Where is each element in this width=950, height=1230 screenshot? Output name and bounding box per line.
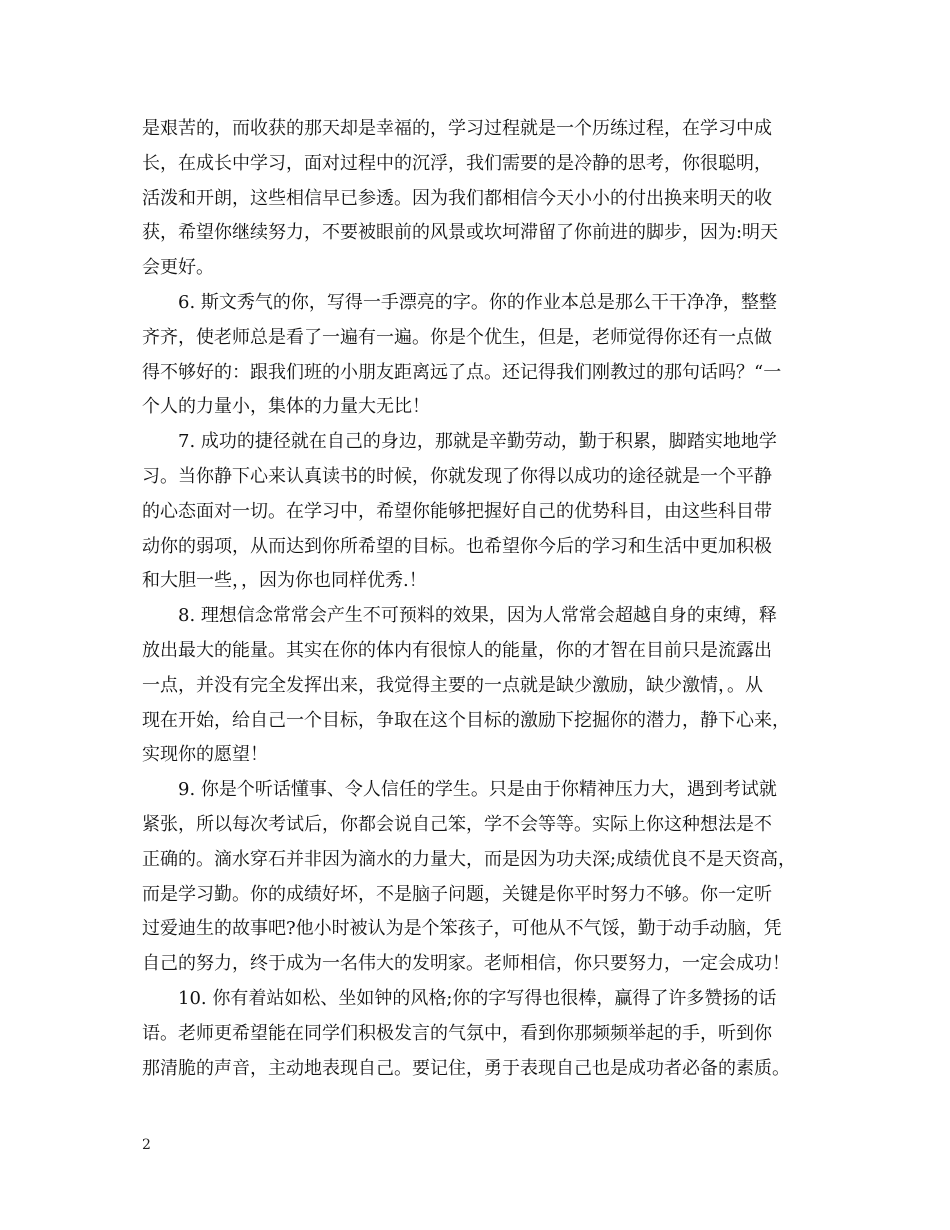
page-number: 2 (142, 1137, 151, 1153)
text-line: 7. 成功的捷径就在自己的身边，那就是辛勤劳动，勤于积累，脚踏实地地学 (178, 431, 777, 453)
text-line: 长，在成长中学习，面对过程中的沉浮，我们需要的是冷静的思考，你很聪明， (142, 152, 772, 174)
text-line: 是艰苦的，而收获的那天却是幸福的，学习过程就是一个历练过程，在学习中成 (142, 118, 772, 139)
text-line: 个人的力量小，集体的力量大无比！ (142, 396, 430, 418)
text-line: 6. 斯文秀气的你，写得一手漂亮的字。你的作业本总是那么干干净净，整整 (178, 291, 777, 313)
text-line: 一点，并没有完全发挥出来，我觉得主要的一点就是缺少激励，缺少激情，。从 (142, 674, 763, 696)
text-line: 而是学习勤。你的成绩好坏，不是脑子问题，关键是你平时努力不够。你一定听 (142, 883, 772, 905)
text-line: 正确的。滴水穿石并非因为滴水的力量大，而是因为功夫深;成绩优良不是天资高， (142, 848, 797, 870)
text-line: 齐齐，使老师总是看了一遍有一遍。你是个优生，但是，老师觉得你还有一点做 (142, 326, 772, 348)
text-line: 那清脆的声音，主动地表现自己。要记住，勇于表现自己也是成功者必备的素质。 (142, 1057, 790, 1079)
text-line: 实现你的愿望！ (142, 744, 268, 766)
text-line: 动你的弱项，从而达到你所希望的目标。也希望你今后的学习和生活中更加积极 (142, 535, 772, 557)
text-line: 过爱迪生的故事吧?他小时被认为是个笨孩子，可他从不气馁，勤于动手动脑，凭 (142, 918, 782, 940)
text-line: 获，希望你继续努力，不要被眼前的风景或坎坷滞留了你前进的脚步，因为:明天 (142, 222, 779, 244)
text-line: 习。当你静下心来认真读书的时候，你就发现了你得以成功的途径就是一个平静 (142, 465, 772, 487)
text-line: 和大胆一些，，因为你也同样优秀.！ (142, 570, 427, 592)
text-line: 8. 理想信念常常会产生不可预料的效果，因为人常常会超越自身的束缚，释 (178, 605, 777, 627)
text-line: 9. 你是个听话懂事、令人信任的学生。只是由于你精神压力大，遇到考试就 (178, 779, 777, 801)
text-line: 语。老师更希望能在同学们积极发言的气氛中，看到你那频频举起的手，听到你 (142, 1022, 772, 1044)
text-line: 放出最大的能量。其实在你的体内有很惊人的能量，你的才智在目前只是流露出 (142, 639, 772, 661)
text-line: 现在开始，给自己一个目标，争取在这个目标的激励下挖掘你的潜力，静下心来， (142, 709, 790, 731)
text-line: 10. 你有着站如松、坐如钟的风格;你的字写得也很棒，赢得了许多赞扬的话 (178, 987, 777, 1009)
text-line: 紧张，所以每次考试后，你都会说自己笨，学不会等等。实际上你这种想法是不 (142, 813, 772, 835)
document-body (142, 112, 822, 1086)
text-line: 活泼和开朗，这些相信早已参透。因为我们都相信今天小小的付出换来明天的收 (142, 187, 772, 209)
text-line: 的心态面对一切。在学习中，希望你能够把握好自己的优势科目，由这些科目带 (142, 500, 772, 522)
text-line: 会更好。 (142, 257, 214, 279)
text-line: 得不够好的：跟我们班的小朋友距离远了点。还记得我们刚教过的那句话吗？“一 (142, 361, 782, 383)
text-line: 自己的努力，终于成为一名伟大的发明家。老师相信，你只要努力，一定会成功！ (142, 953, 790, 975)
